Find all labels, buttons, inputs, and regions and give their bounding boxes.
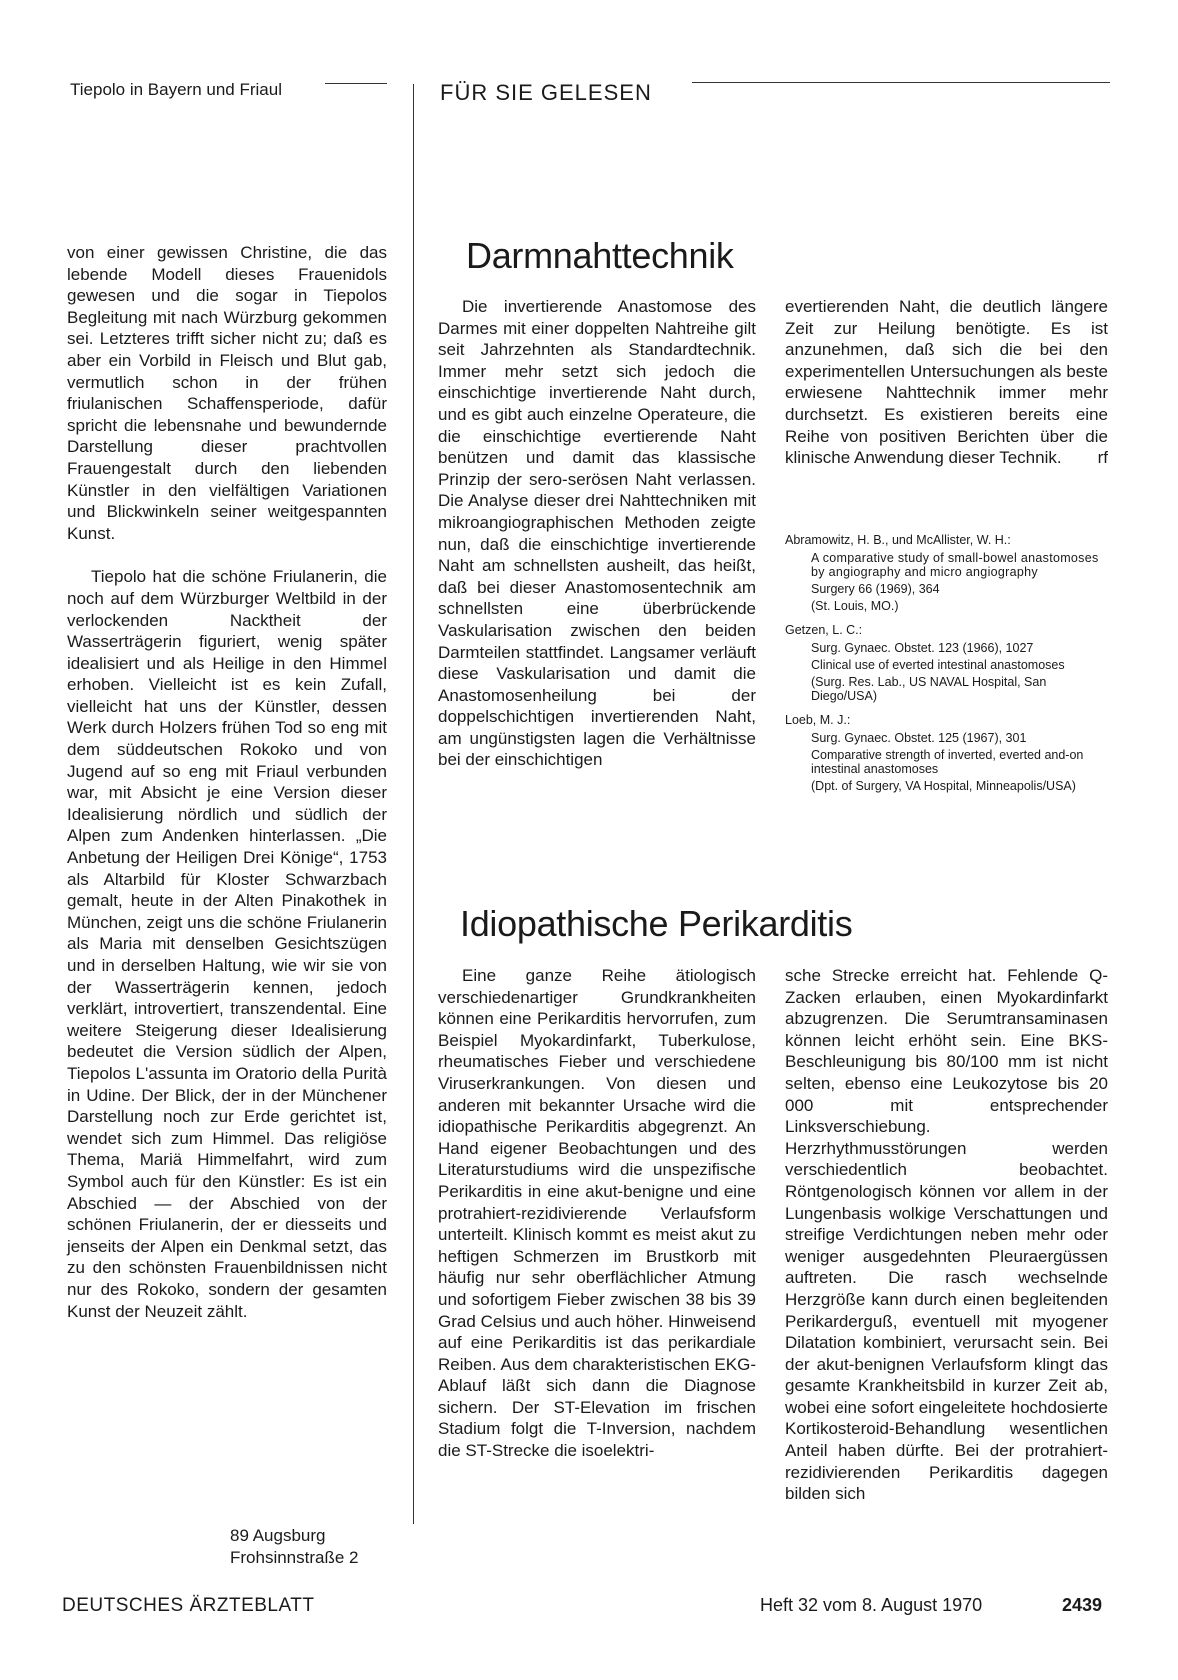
- article-title-darmnahttechnik: Darmnahttechnik: [466, 235, 734, 276]
- reference-1: [785, 533, 1108, 613]
- article1-body-2-text: evertierenden Naht, die deutlich längere Zeit zur Heilung benötigte. Es ist anzunehmen, daß sich die bei den experimentellen Untersuchungen als beste erwiesene Nahttechnik immer mehr durchsetzt. Es existieren bereits eine Reihe von positiven Berichten über die klinische Anwendung dieser Technik.: [785, 297, 1108, 468]
- article1-column-1: [438, 296, 756, 771]
- article1-column-2: [785, 296, 1108, 469]
- article2-column-2: [785, 965, 1108, 1505]
- author-address: [230, 1525, 359, 1569]
- article2-column-1: [438, 965, 756, 1462]
- reference-3: [785, 713, 1108, 793]
- header-rule-right: [692, 82, 1110, 83]
- reference-author: Getzen, L. C.:: [785, 623, 863, 637]
- column-divider: [413, 84, 414, 1524]
- address-street: Frohsinnstraße 2: [230, 1548, 359, 1567]
- reference-line: Surgery 66 (1969), 364: [811, 582, 940, 596]
- reference-line: Comparative strength of inverted, everted and-on intestinal anastomoses: [811, 748, 1084, 776]
- article1-references: [785, 533, 1108, 803]
- reference-line: (Dpt. of Surgery, VA Hospital, Minneapolis/USA): [811, 779, 1076, 793]
- reference-author: Abramowitz, H. B., und McAllister, W. H.:: [785, 533, 1011, 547]
- article1-body-1: Die invertierende Anastomose des Darmes mit einer doppelten Nahtreihe gilt seit Jahrzehnten als Standardtechnik. Immer mehr setzt sich jedoch die einschichtige invertierende Naht durch, und es gibt auch einzelne Operateure, die die einschichtige evertierende Naht benützen und damit das klassische Prinzip der sero-serösen Naht verlassen. Die Analyse dieser drei Nahttechniken mit mikroangiographischen Methoden zeigte nun, daß die einschichtige invertierende Naht am schnellsten ausheilt, das heißt, daß bei dieser Anastomosentechnik am schnellsten eine überbrückende Vaskularisation zwischen den beiden Darmteilen stattfindet. Langsamer verläuft diese Vaskularisation und damit die Anastomosenheilung bei der doppelschichtigen invertierenden Naht, am ungünstigsten lagen die Verhältnisse bei der einschichtigen: [438, 297, 756, 770]
- reference-2: [785, 623, 1108, 703]
- reference-line: Surg. Gynaec. Obstet. 125 (1967), 301: [811, 731, 1027, 745]
- issue-info: Heft 32 vom 8. August 1970: [760, 1595, 983, 1615]
- left-article-paragraph-1: von einer gewissen Christine, die das lebende Modell dieses Frauenidols gewesen und die sogar in Tiepolos Begleitung mit nach Würzburg gekommen sei. Letzteres trifft sicher nicht zu; daß es aber ein Vorbild in Fleisch und Blut gab, vermutlich schon in der frühen friulanischen Schaffensperiode, dafür spricht die lebensnahe und bewundernde Darstellung dieser prachtvollen Frauengestalt durch den liebenden Künstler in den vielfältigen Variationen und Blickwinkeln seiner weitgespannten Kunst.: [67, 243, 387, 543]
- reference-line: A comparative study of small-bowel anastomoses by angiography and micro angiography: [811, 551, 1099, 579]
- header-rule-left: [325, 83, 387, 84]
- reference-line: (Surg. Res. Lab., US NAVAL Hospital, San Diego/USA): [811, 675, 1047, 703]
- article1-body-2: [785, 296, 1108, 469]
- left-article-paragraph-2: Tiepolo hat die schöne Friulanerin, die noch auf dem Würzburger Weltbild in der verlockenden Nacktheit der Wasserträgerin figuriert, wenig später idealisiert und als Heilige in den Himmel erhoben. Vielleicht ist es kein Zufall, vielleicht hat uns der Künstler, dessen Werk durch Holzers frühen Tod so eng mit dem süddeutschen Rokoko und von Jugend auf so eng mit Friaul verbunden war, mit Absicht je eine Version dieser Idealisierung nördlich und südlich der Alpen zum Andenken hinterlassen. „Die Anbetung der Heiligen Drei Könige“, 1753 als Altarbild für Kloster Schwarzbach gemalt, heute in der Alten Pinakothek in München, zeigt uns die schöne Friulanerin als Maria mit denselben Gesichtszügen und in derselben Haltung, wie wir sie von der Wasserträgerin kennen, jedoch verklärt, introvertiert, transzendental. Eine weitere Steigerung dieser Idealisierung bedeutet die Version südlich der Alpen, Tiepolos L'assunta im Oratorio della Purità in Udine. Der Blick, der in der Münchener Darstellung noch zur Erde gerichtet ist, wendet sich zum Himmel. Das religiöse Thema, Mariä Himmelfahrt, wird zum Symbol auch für den Künstler: Es ist ein Abschied — der Abschied von der schönen Friulanerin, der er diesseits und jenseits der Alpen ein Denkmal setzt, das zu den schönsten Frauenbildnissen nicht nur des Rokoko, sondern der gesamten Kunst der Neuzeit zählt.: [67, 567, 387, 1321]
- article2-body-1: Eine ganze Reihe ätiologisch verschiedenartiger Grundkrankheiten können eine Perikarditis hervorrufen, zum Beispiel Myokardinfarkt, Tuberkulose, rheumatisches Fieber und verschiedene Viruserkrankungen. Von diesen und anderen mit bekannter Ursache wird die idiopathische Perikarditis abgegrenzt. An Hand eigener Beobachtungen und des Literaturstudiums wird die unspezifische Perikarditis in eine akut-benigne und eine protrahiert-rezidivierende Verlaufsform unterteilt. Klinisch kommt es meist akut zu heftigen Schmerzen im Brustkorb mit häufig nur sehr oberflächlicher Atmung und sofortigem Fieber zwischen 38 bis 39 Grad Celsius und auch höher. Hinweisend auf eine Perikarditis ist das perikardiale Reiben. Aus dem charakteristischen EKG-Ablauf läßt sich dann die Diagnose sichern. Der ST-Elevation im frischen Stadium folgt die T-Inversion, nachdem die ST-Strecke die isoelektri-: [438, 966, 756, 1461]
- running-head-left: Tiepolo in Bayern und Friaul: [70, 80, 282, 99]
- section-heading: FÜR SIE GELESEN: [440, 80, 652, 105]
- reference-line: Clinical use of everted intestinal anastomoses: [811, 658, 1065, 672]
- article1-initials: rf: [1097, 448, 1108, 468]
- reference-line: Surg. Gynaec. Obstet. 123 (1966), 1027: [811, 641, 1034, 655]
- left-article: [67, 242, 387, 1322]
- reference-line: (St. Louis, MO.): [811, 599, 899, 613]
- journal-name: DEUTSCHES ÄRZTEBLATT: [62, 1595, 315, 1616]
- article2-body-2: sche Strecke erreicht hat. Fehlende Q-Zacken erlauben, einen Myokardinfarkt abzugrenzen. Die Serumtransaminasen können leicht erhöht sein. Eine BKS-Beschleunigung bis 80/100 mm ist nicht selten, ebenso eine Leukozytose bis 20 000 mit entsprechender Linksverschiebung. Herzrhythmusstörungen werden verschiedentlich beobachtet. Röntgenologisch können vor allem in der Lungenbasis wolkige Verschattungen und streifige Verdichtungen neben mehr oder weniger ausgedehnten Pleuraergüssen auftreten. Die rasch wechselnde Herzgröße kann durch einen begleitenden Perikarderguß, eventuell mit myogener Dilatation kombiniert, verursacht sein. Bei der akut-benignen Verlaufsform klingt das gesamte Krankheitsbild in kurzer Zeit ab, wobei eine sofort eingeleitete hochdosierte Kortikosteroid-Behandlung wesentlichen Anteil haben dürfte. Bei der protrahiert-rezidivierenden Perikarditis dagegen bilden sich: [785, 966, 1108, 1504]
- page-number: 2439: [1062, 1595, 1103, 1615]
- address-city: 89 Augsburg: [230, 1526, 326, 1545]
- reference-author: Loeb, M. J.:: [785, 713, 851, 727]
- article-title-perikarditis: Idiopathische Perikarditis: [460, 903, 853, 944]
